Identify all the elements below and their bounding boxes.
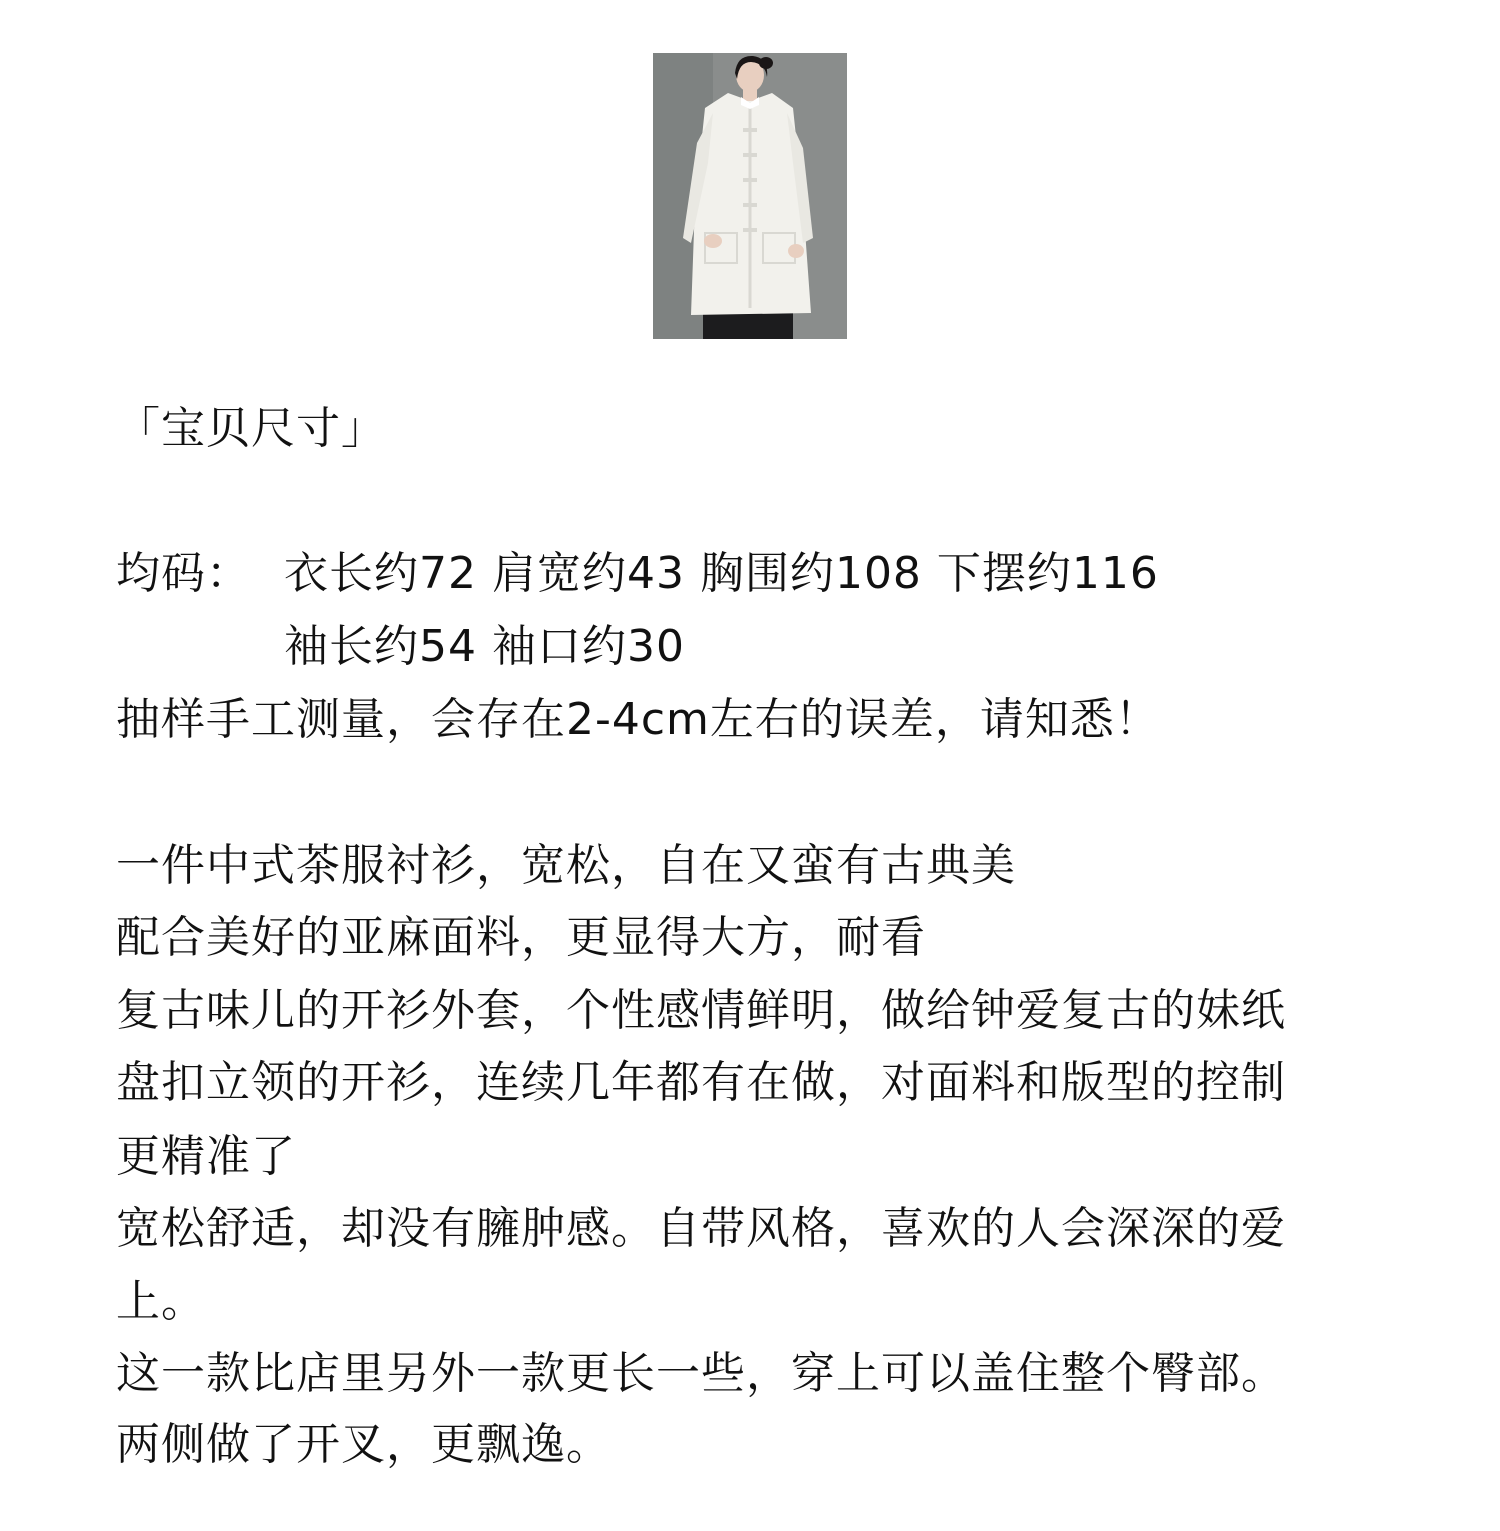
size-label: 均码： bbox=[116, 548, 251, 599]
product-photo bbox=[653, 53, 847, 339]
model-photo-icon bbox=[653, 53, 847, 339]
description-line: 宽松舒适，却没有臃肿感。自带风格，喜欢的人会深深的爱 bbox=[116, 1203, 1286, 1254]
measurements-line-1: 衣长约72 肩宽约43 胸围约108 下摆约116 bbox=[284, 548, 1159, 599]
size-heading: 「宝贝尺寸」 bbox=[116, 403, 386, 454]
description-line: 两侧做了开叉，更飘逸。 bbox=[116, 1419, 611, 1470]
description-line: 盘扣立领的开衫，连续几年都有在做，对面料和版型的控制 bbox=[116, 1057, 1286, 1108]
description-line: 复古味儿的开衫外套，个性感情鲜明，做给钟爱复古的妹纸 bbox=[116, 985, 1286, 1036]
measurement-note: 抽样手工测量，会存在2-4cm左右的误差，请知悉！ bbox=[116, 694, 1160, 745]
description-line: 这一款比店里另外一款更长一些，穿上可以盖住整个臀部。 bbox=[116, 1348, 1286, 1399]
measurements-line-2: 袖长约54 袖口约30 bbox=[284, 621, 685, 672]
description-line: 一件中式茶服衬衫，宽松，自在又蛮有古典美 bbox=[116, 840, 1016, 891]
description-line: 更精准了 bbox=[116, 1131, 296, 1182]
description-line: 上。 bbox=[116, 1276, 206, 1327]
description-line: 配合美好的亚麻面料，更显得大方，耐看 bbox=[116, 912, 926, 963]
